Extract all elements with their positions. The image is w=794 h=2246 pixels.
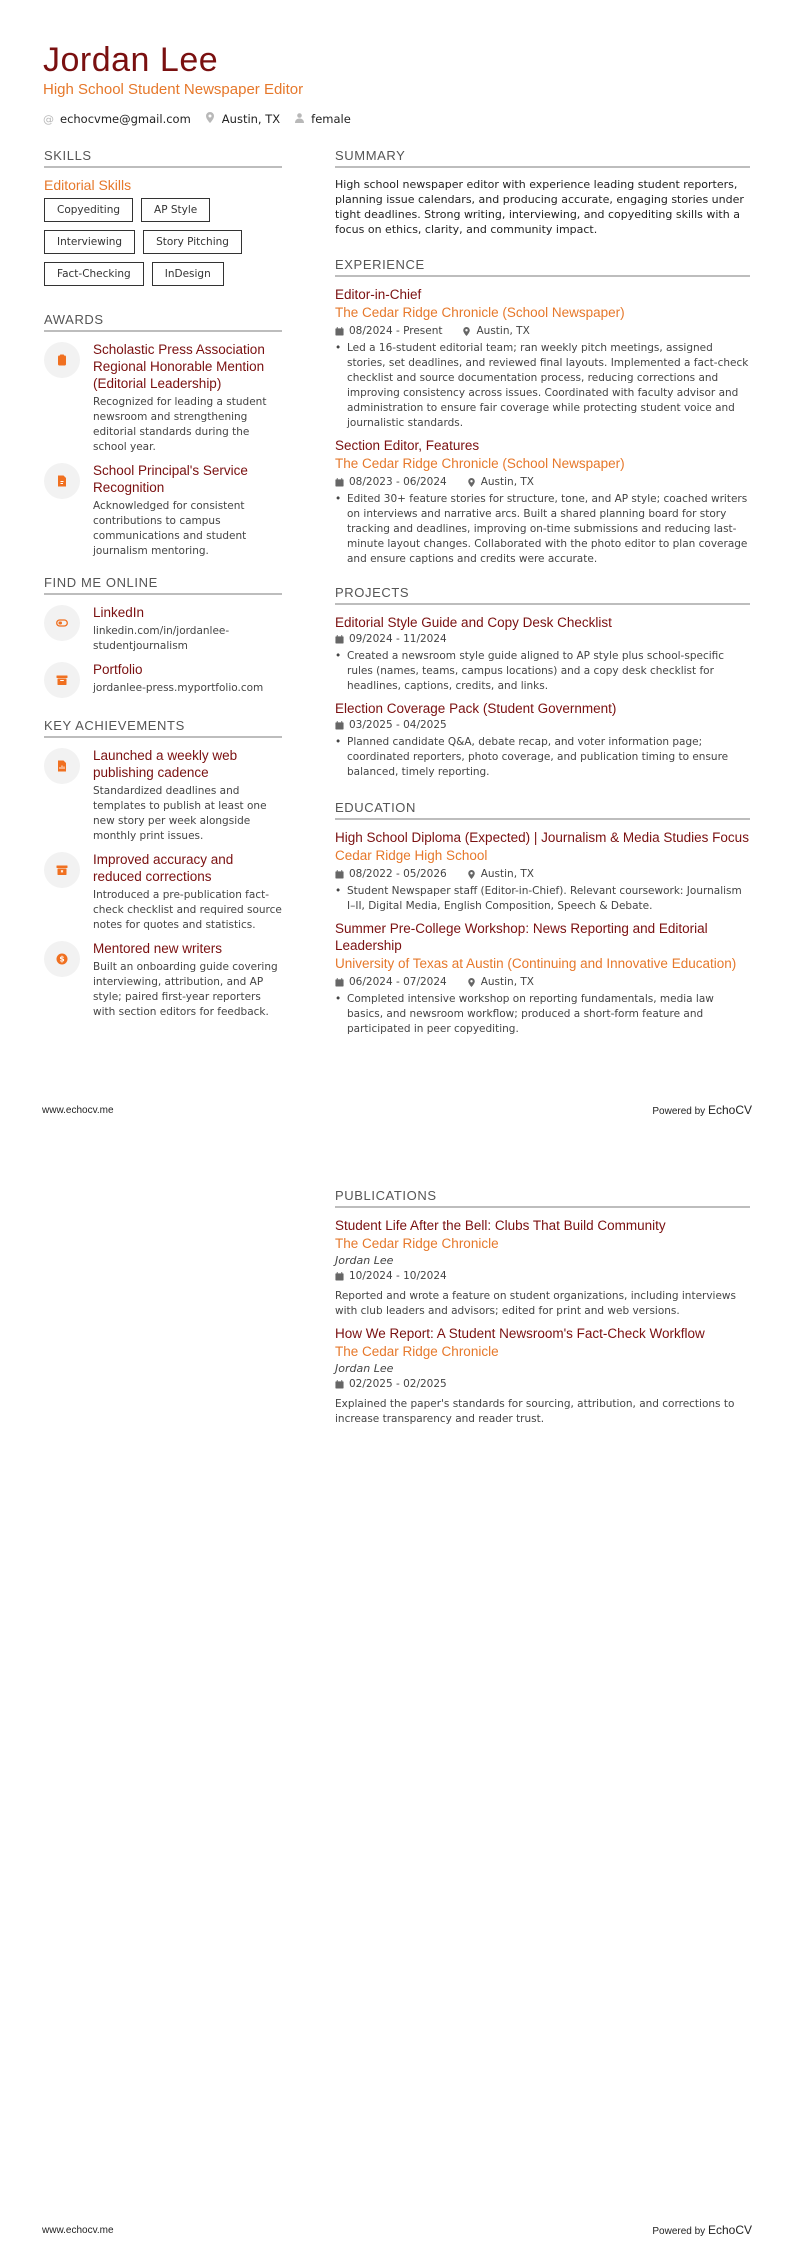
contact-location-text: Austin, TX (221, 112, 281, 126)
calendar-icon (335, 721, 344, 730)
school-name: Cedar Ridge High School (335, 848, 488, 863)
date-range: 03/2025 - 04/2025 (349, 719, 447, 731)
achievement-description: Standardized deadlines and templates to publish at least one new story per week alongside monthly print issues. (93, 785, 267, 842)
bullet-item: • Led a 16-student editorial team; ran weekly pitch meetings, assigned stories, set deadlines, and reviewed final layouts. Implemented a fact-check checklist and source documentation process, reducing corrections and improving consistency across issues. Coordinated with faculty advisor and administration to ensure fair coverage while protecting student voice and journalistic standards. (335, 342, 749, 429)
entry-meta (335, 975, 750, 989)
skill-tag: AP Style (141, 198, 210, 222)
online-link[interactable]: jordanlee-press.myportfolio.com (93, 682, 264, 694)
awards-section (44, 312, 282, 559)
calendar-icon (335, 327, 344, 336)
education-entry (335, 920, 750, 1037)
location-pin-icon (462, 327, 471, 336)
award-description: Recognized for leading a student newsroom and strengthening editorial standards during the school year. (93, 396, 267, 453)
publications-section (335, 1188, 750, 1427)
online-title: Portfolio (93, 662, 143, 677)
archive-x-icon (44, 852, 80, 888)
contact-gender-text: female (311, 112, 351, 126)
date-range: 06/2024 - 07/2024 (349, 976, 447, 988)
date-range: 09/2024 - 11/2024 (349, 633, 447, 645)
right-column (335, 148, 750, 1057)
entry-meta (335, 324, 750, 338)
location-pin-icon (467, 978, 476, 987)
degree-title: High School Diploma (Expected) | Journalism & Media Studies Focus (335, 830, 749, 845)
online-item-linkedin[interactable] (44, 604, 282, 654)
footer-powered-by: Powered by EchoCV (652, 1103, 752, 1117)
date-range: 08/2023 - 06/2024 (349, 476, 447, 488)
date-range: 10/2024 - 10/2024 (349, 1270, 447, 1282)
file-chart-icon (44, 748, 80, 784)
achievements-section (44, 718, 282, 1020)
experience-entry (335, 286, 750, 431)
entry-meta (335, 632, 750, 646)
section-title-summary: SUMMARY (335, 148, 750, 168)
footer-powered-by: Powered by EchoCV (652, 2223, 752, 2237)
footer-website[interactable]: www.echocv.me (42, 1104, 114, 1116)
entry-meta (335, 1269, 750, 1283)
section-title-projects: PROJECTS (335, 585, 750, 605)
entry-meta (335, 475, 750, 489)
award-description: Acknowledged for consistent contributions to campus communications and student journalism mentoring. (93, 500, 247, 557)
toggle-icon (44, 605, 80, 641)
author: Jordan Lee (335, 1254, 394, 1267)
calendar-icon (335, 1380, 344, 1389)
resume-header (43, 40, 753, 126)
dollar-circle-icon (44, 941, 80, 977)
job-title: Editor-in-Chief (335, 287, 422, 302)
skill-tag: Copyediting (44, 198, 133, 222)
achievement-description: Introduced a pre-publication fact-check checklist and required source notes for quotes and statistics. (93, 889, 282, 931)
publication-description: Reported and wrote a feature on student organizations, including interviews with club leaders and advisors; edited for print and web versions. (335, 1290, 736, 1317)
date-range: 08/2022 - 05/2026 (349, 868, 447, 880)
at-icon: @ (43, 112, 54, 126)
date-range: 08/2024 - Present (349, 325, 443, 337)
employer: The Cedar Ridge Chronicle (School Newspaper) (335, 456, 625, 471)
calendar-icon (335, 478, 344, 487)
location: Austin, TX (476, 325, 530, 337)
contact-list (43, 112, 753, 126)
contact-location (205, 112, 280, 126)
archive-box-icon (44, 662, 80, 698)
footer-website[interactable]: www.echocv.me (42, 2224, 114, 2236)
employer: The Cedar Ridge Chronicle (School Newspaper) (335, 305, 625, 320)
bullet-item: • Planned candidate Q&A, debate recap, and voter information page; coordinated reporters, photo coverage, and publication timing to ensure balanced, timely reporting. (335, 736, 729, 778)
location-pin-icon (467, 478, 476, 487)
online-section (44, 575, 282, 698)
award-item (44, 341, 282, 455)
user-icon (294, 113, 304, 126)
job-title: Section Editor, Features (335, 438, 480, 453)
entry-meta (335, 867, 750, 881)
skill-tag: InDesign (152, 262, 224, 286)
file-certificate-icon (44, 463, 80, 499)
bullet-item: • Created a newsroom style guide aligned to AP style plus school-specific rules (names, teams, campus locations) and a copy desk checklist for headlines, captions, credits, and links. (335, 650, 725, 692)
project-entry (335, 700, 750, 780)
online-link[interactable]: linkedin.com/in/jordanlee-studentjournalism (93, 625, 230, 652)
project-title: Editorial Style Guide and Copy Desk Checklist (335, 615, 612, 630)
calendar-icon (335, 1272, 344, 1281)
online-title: LinkedIn (93, 605, 145, 620)
award-item (44, 462, 282, 559)
section-title-online: FIND ME ONLINE (44, 575, 282, 595)
award-title: Scholastic Press Association Regional Honorable Mention (Editorial Leadership) (93, 342, 265, 391)
achievement-title: Mentored new writers (93, 941, 223, 956)
brand-logo: EchoCV (707, 1103, 752, 1117)
skill-tag: Fact-Checking (44, 262, 144, 286)
location: Austin, TX (480, 976, 534, 988)
section-title-education: EDUCATION (335, 800, 750, 820)
achievement-title: Improved accuracy and reduced corrections (93, 852, 234, 884)
page-footer (42, 2223, 752, 2237)
publication-entry (335, 1325, 750, 1427)
clipboard-icon (44, 342, 80, 378)
education-entry (335, 829, 750, 914)
publication-title: Student Life After the Bell: Clubs That Build Community (335, 1218, 666, 1233)
candidate-title: High School Student Newspaper Editor (43, 81, 304, 98)
calendar-icon (335, 635, 344, 644)
skill-group-title: Editorial Skills (44, 177, 132, 193)
section-title-experience: EXPERIENCE (335, 257, 750, 277)
publication-entry (335, 1217, 750, 1319)
publication-title: How We Report: A Student Newsroom's Fact-Check Workflow (335, 1326, 705, 1341)
brand-logo: EchoCV (707, 2223, 752, 2237)
section-title-skills: SKILLS (44, 148, 282, 168)
skill-tags (44, 198, 282, 294)
location: Austin, TX (480, 476, 534, 488)
bullet-item: • Student Newspaper staff (Editor-in-Chief). Relevant coursework: Journalism I–II, Digital Media, English Composition, Speech & Debate. (335, 885, 742, 912)
entry-meta (335, 718, 750, 732)
entry-meta (335, 1377, 750, 1391)
summary-section (335, 148, 750, 237)
left-column (44, 148, 282, 1040)
location-pin-icon (467, 870, 476, 879)
achievement-item (44, 940, 282, 1020)
contact-email[interactable] (43, 112, 191, 126)
right-column-page-2 (335, 1188, 750, 1447)
project-entry (335, 614, 750, 694)
location: Austin, TX (480, 868, 534, 880)
author: Jordan Lee (335, 1362, 394, 1375)
experience-section (335, 257, 750, 567)
calendar-icon (335, 870, 344, 879)
bullet-item: • Edited 30+ feature stories for structure, tone, and AP style; coached writers on interviews and narrative arcs. Built a shared planning board for story tracking and deadlines, improving on-time submissions and reducing last-minute layout changes. Collaborated with the photo editor to plan coverage and ensure captions and credits were accurate. (335, 493, 748, 565)
publication-description: Explained the paper's standards for sourcing, attribution, and corrections to increase transparency and reader trust. (335, 1398, 735, 1425)
date-range: 02/2025 - 02/2025 (349, 1378, 447, 1390)
education-section (335, 800, 750, 1037)
skill-tag: Story Pitching (143, 230, 242, 254)
contact-email-text: echocvme@gmail.com (60, 112, 191, 126)
location-pin-icon (205, 112, 215, 126)
page-footer (42, 1103, 752, 1117)
online-item-portfolio[interactable] (44, 661, 282, 698)
achievement-description: Built an onboarding guide covering interviewing, attribution, and AP style; paired first-year reporters with section editors for feedback. (93, 961, 278, 1018)
candidate-name: Jordan Lee (43, 41, 219, 79)
degree-title: Summer Pre-College Workshop: News Reporting and Editorial Leadership (335, 921, 708, 953)
achievement-title: Launched a weekly web publishing cadence (93, 748, 238, 780)
summary-text: High school newspaper editor with experience leading student reporters, planning issue calendars, and producing accurate, engaging stories under tight deadlines. Strong writing, interviewing, and copyediting skills with a focus on ethics, clarity, and community impact. (335, 178, 744, 236)
award-title: School Principal's Service Recognition (93, 463, 248, 495)
contact-gender (294, 112, 351, 126)
bullet-item: • Completed intensive workshop on reporting fundamentals, media law basics, and newsroom workflow; produced a short-form feature and participated in peer copyediting. (335, 993, 714, 1035)
school-name: University of Texas at Austin (Continuing and Innovative Education) (335, 956, 737, 971)
section-title-awards: AWARDS (44, 312, 282, 332)
calendar-icon (335, 978, 344, 987)
achievement-item (44, 747, 282, 844)
svg-text:$: $ (59, 954, 65, 964)
achievement-item (44, 851, 282, 933)
publisher: The Cedar Ridge Chronicle (335, 1236, 499, 1251)
section-title-achievements: KEY ACHIEVEMENTS (44, 718, 282, 738)
project-title: Election Coverage Pack (Student Government) (335, 701, 617, 716)
projects-section (335, 585, 750, 780)
publisher: The Cedar Ridge Chronicle (335, 1344, 499, 1359)
experience-entry (335, 437, 750, 567)
section-title-publications: PUBLICATIONS (335, 1188, 750, 1208)
resume-page-2 (0, 1123, 794, 2246)
skills-section (44, 148, 282, 294)
skill-tag: Interviewing (44, 230, 135, 254)
